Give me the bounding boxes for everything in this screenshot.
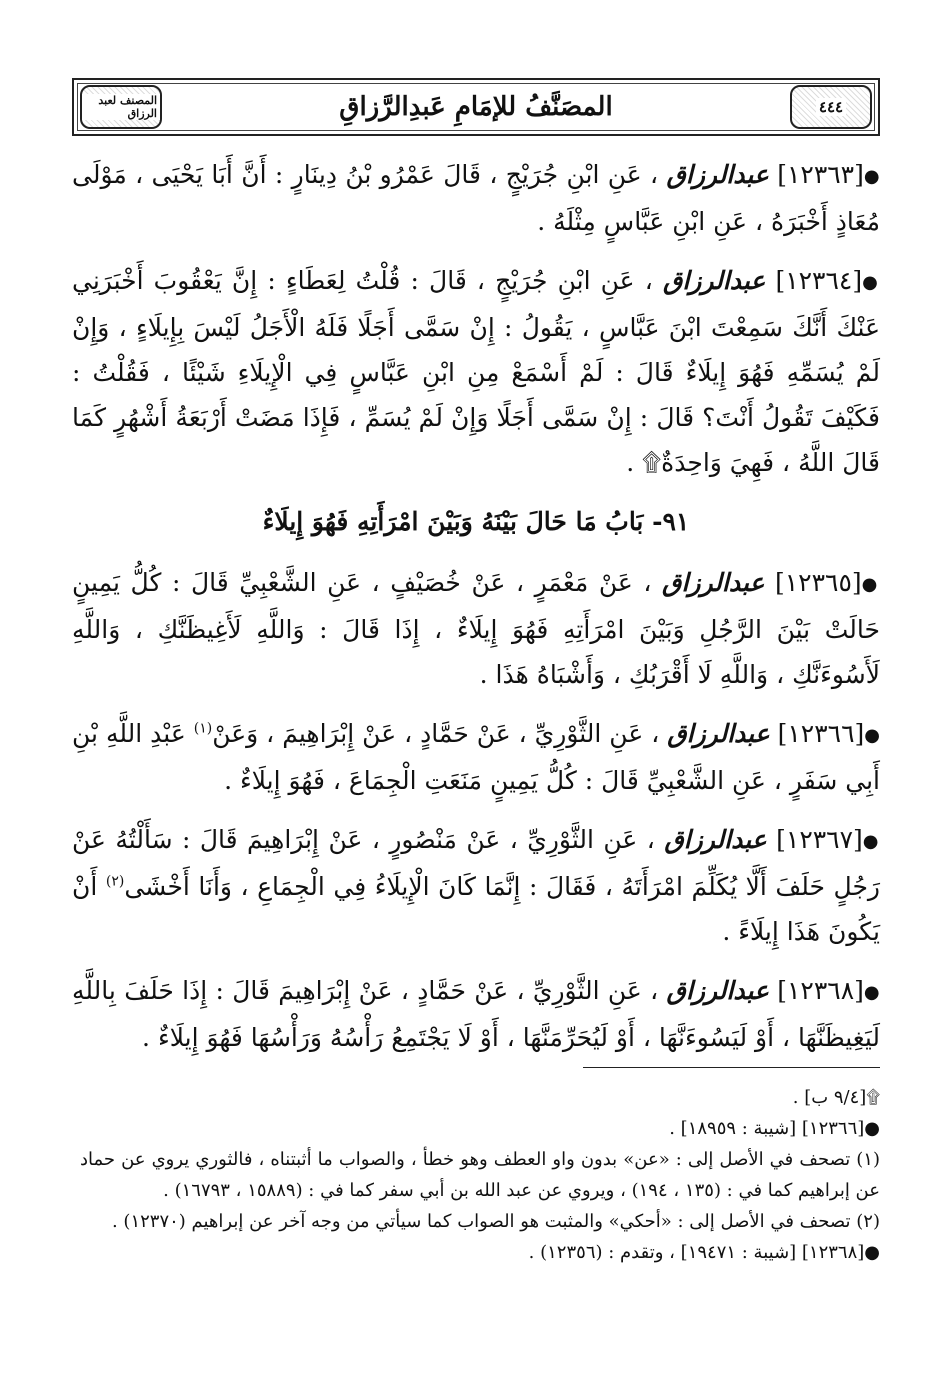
- bullet-icon: ●: [863, 982, 880, 1003]
- hadith-source: عبدالرزاق: [664, 825, 767, 854]
- bullet-icon: ●: [863, 166, 880, 187]
- hadith-source: عبدالرزاق: [667, 719, 770, 748]
- bullet-icon: ●: [862, 831, 880, 852]
- page-number: ٤٤٤: [816, 98, 846, 116]
- hadith-source: عبدالرزاق: [666, 160, 769, 189]
- hadith-entry: [72, 711, 880, 803]
- hadith-text: عَبْدِ اللَّهِ بْنِ أَبِي سَفَرٍ ، عَنِ الشَّعْبِيِّ قَالَ : كُلُّ يَمِينٍ مَنَعَتِ الْجِمَاعَ ، فَهُوَ إِيلَاءٌ .: [72, 719, 880, 795]
- hadith-number: [١٢٣٦٤]: [775, 266, 863, 295]
- page-header: [72, 78, 880, 136]
- footnote-1: (١) تصحف في الأصل إلى : «عن» بدون واو العطف وهو خطأ ، والصواب ما أثبتناه ، فالثوري يروي عن حماد عن إبراهيم كما في : (١٣٥ ، ١٩٤) ، ويروي عن عبد الله بن أبي سفر كما في : (١٥٨٨٩ ، ١٦٧٩٣) .: [80, 1149, 880, 1201]
- folio-note: ۩[٩/٤ ب] .: [792, 1087, 880, 1108]
- page-number-badge: [790, 85, 872, 129]
- hadith-number: [١٢٣٦٦]: [777, 719, 865, 748]
- hadith-number: [١٢٣٦٧]: [776, 825, 863, 854]
- chapter-heading: ٩١- بَابُ مَا حَالَ بَيْنَهُ وَبَيْنَ امْرَأَتِهِ فَهُوَ إِيلَاءٌ: [262, 507, 690, 536]
- running-title: المصَنَّفُ للإمَامِ عَبدِالرَّزاقِ: [339, 92, 613, 122]
- hadith-entry: [72, 817, 880, 954]
- ornament-text: المصنف لعبد الرزاق: [82, 94, 160, 120]
- hadith-entry: [72, 968, 880, 1060]
- hadith-source: عبدالرزاق: [666, 976, 769, 1005]
- bullet-icon: ●: [862, 272, 880, 293]
- hadith-number: [١٢٣٦٣]: [777, 160, 864, 189]
- hadith-text: ، عَنِ الثَّوْرِيِّ ، عَنْ حَمَّادٍ ، عَنْ إِبْرَاهِيمَ ، وَعَنْ: [212, 719, 660, 748]
- reference-note: ●[١٢٣٦٦] [شيبة : ١٨٩٥٩] .: [669, 1118, 880, 1139]
- hadith-text: ، عَنِ ابْنِ جُرَيْجٍ ، قَالَ : قُلْتُ لِعَطَاءٍ : إِنَّ يَعْقُوبَ أَخْبَرَنِي عَنْكَ أَنَّكَ سَمِعْتَ ابْنَ عَبَّاسٍ ، يَقُولُ : إِنْ سَمَّى أَجَلًا فَلَهُ الْأَجَلُ لَيْسَ بِإِيلَاءٍ ، وَإِنْ لَمْ يُسَمِّهِ فَهُوَ إِيلَاءٌ قَالَ : لَمْ أَسْمَعْ مِنِ ابْنِ عَبَّاسٍ فِي الْإِيلَاءِ شَيْئًا ، فَقُلْتُ : فَكَيْفَ تَقُولُ أَنْتَ؟ قَالَ : إِنْ سَمَّى أَجَلًا وَإِنْ لَمْ يُسَمِّ ، فَإِذَا مَضَتْ أَرْبَعَةُ أَشْهُرٍ كَمَا قَالَ اللَّهُ ، فَهِيَ وَاحِدَةٌ۩ .: [72, 266, 880, 477]
- hadith-number: [١٢٣٦٨]: [777, 976, 864, 1005]
- hadith-entry: [72, 560, 880, 697]
- bullet-icon: ●: [864, 725, 880, 746]
- footnote-marker: (١): [193, 720, 213, 737]
- hadith-source: عبدالرزاق: [662, 266, 766, 295]
- reference-note: ●[١٢٣٦٨] [شيبة : ١٩٤٧١] ، وتقدم : (١٢٣٥٦) .: [528, 1242, 880, 1263]
- hadith-entry: [72, 258, 880, 485]
- hadith-text: أَنْ يَكُونَ هَذَا إِيلَاءً .: [72, 872, 880, 946]
- footnotes: [80, 1082, 880, 1268]
- title-ornament: [80, 85, 162, 129]
- hadith-source: عبدالرزاق: [662, 568, 765, 597]
- hadith-number: [١٢٣٦٥]: [774, 568, 862, 597]
- hadith-entry: [72, 152, 880, 244]
- hadith-text: ، عَنْ مَعْمَرٍ ، عَنْ خُصَيْفٍ ، عَنِ الشَّعْبِيِّ قَالَ : كُلُّ يَمِينٍ حَالَتْ بَيْنَ الرَّجُلِ وَبَيْنَ امْرَأَتِهِ فَهُوَ إِيلَاءٌ ، إِذَا قَالَ : وَاللَّهِ لَأَغِيظَنَّكِ ، وَاللَّهِ لَأَسُوءَنَّكِ ، وَاللَّهِ لَا أَقْرَبُكِ ، وَأَشْبَاهُ هَذَا .: [72, 568, 880, 689]
- hadith-text: ، عَنِ الثَّوْرِيِّ ، عَنْ حَمَّادٍ ، عَنْ إِبْرَاهِيمَ قَالَ : إِذَا حَلَفَ بِاللَّهِ لَيَغِيظَنَّهَا ، أَوْ لَيَسُوءَنَّهَا ، أَوْ لَيُحَرِّمَنَّهَا ، أَوْ لَا يَجْتَمِعُ رَأْسُهُ وَرَأْسُهَا فَهُوَ إِيلَاءٌ .: [72, 976, 880, 1052]
- footnote-2: (٢) تصحف في الأصل إلى : «أحكي» والمثبت هو الصواب كما سيأتي من وجه آخر عن إبراهيم (١٢٣٧٠) .: [111, 1211, 880, 1232]
- bullet-icon: ●: [861, 574, 880, 595]
- hadith-text: ، عَنِ الثَّوْرِيِّ ، عَنْ مَنْصُورٍ ، عَنْ إِبْرَاهِيمَ قَالَ : سَأَلْتُهُ عَنْ رَجُلٍ حَلَفَ أَلَّا يُكَلِّمَ امْرَأَتَهُ ، فَقَالَ : إِنَّمَا كَانَ الْإِيلَاءُ فِي الْجِمَاعِ ، وَأَنَا أَخْشَى: [72, 825, 881, 901]
- main-text: [72, 152, 880, 1074]
- footnote-marker: (٢): [105, 873, 125, 890]
- footnote-divider: [583, 1067, 880, 1068]
- hadith-text: ، عَنِ ابْنِ جُرَيْجٍ ، قَالَ عَمْرُو بْنُ دِينَارٍ : أَنَّ أَبَا يَحْيَى ، مَوْلَى مُعَاذٍ أَخْبَرَهُ ، عَنِ ابْنِ عَبَّاسٍ مِثْلَهُ .: [72, 160, 880, 236]
